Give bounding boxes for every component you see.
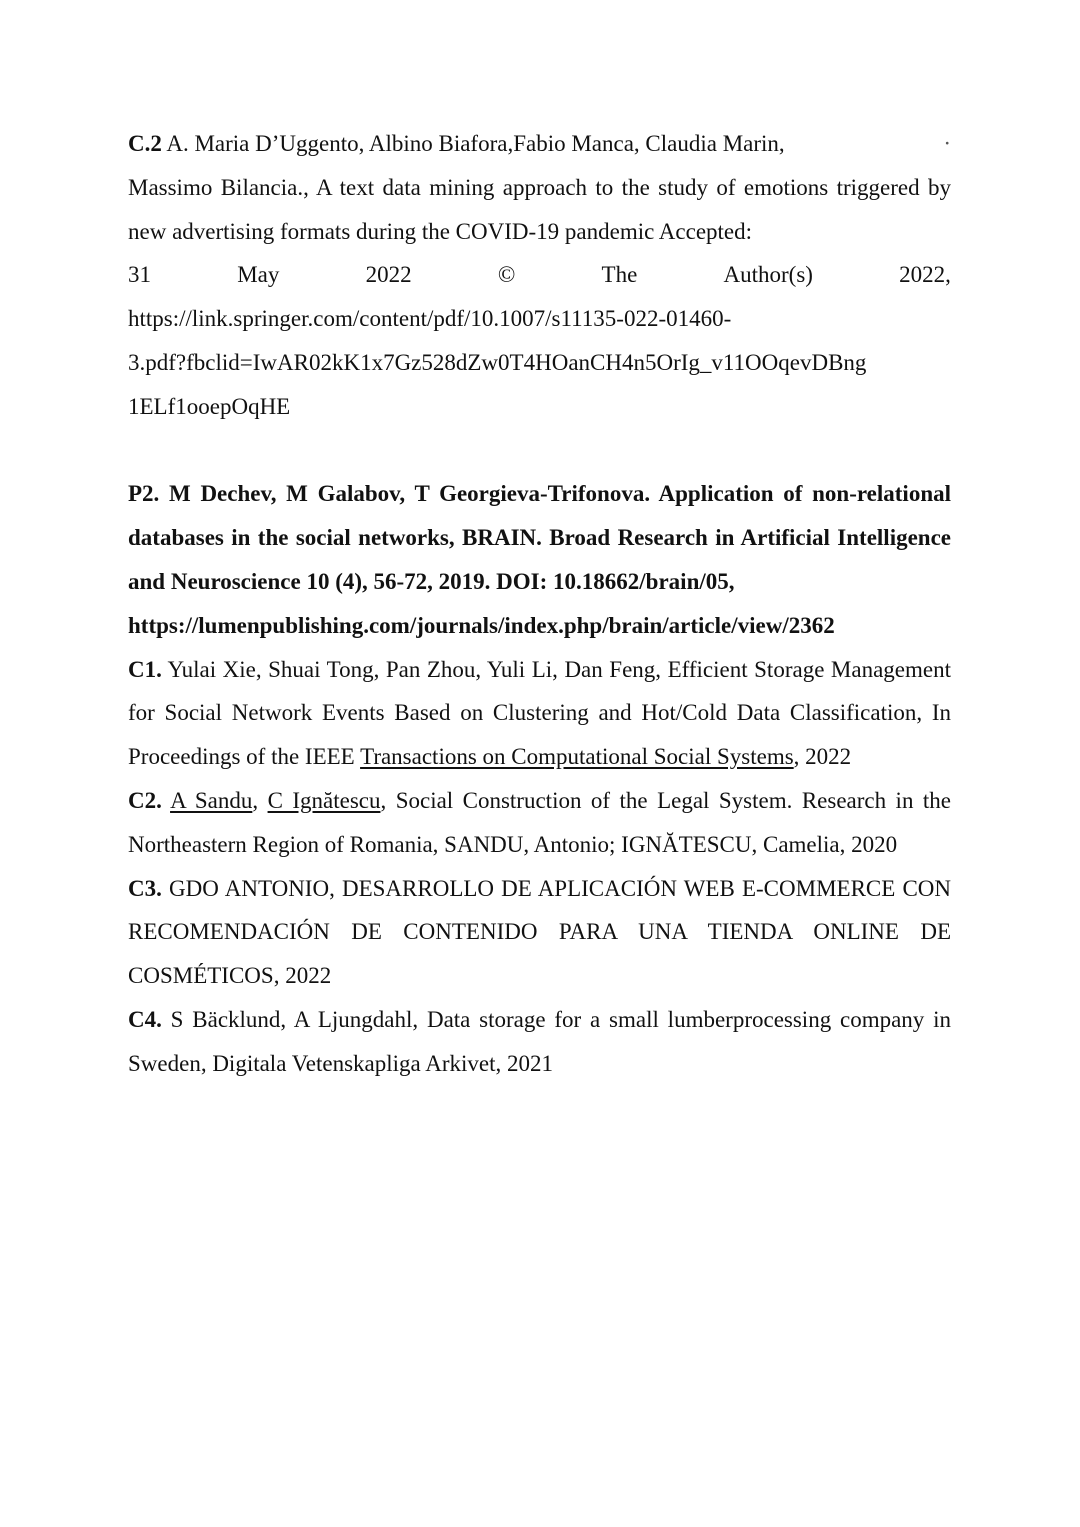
author-link[interactable]: C Ignătescu (267, 787, 381, 813)
citation-url-line[interactable]: https://link.springer.com/content/pdf/10.1007/s11135-022-01460- (128, 306, 732, 332)
publication-link[interactable]: https://lumenpublishing.com/journals/index.php/brain/article/view/2362 (128, 612, 835, 638)
citation-url-line[interactable]: 3.pdf?fbclid=IwAR02kK1x7Gz528dZw0T4HOanCH4n5OrIg_v11OOqevDBng (128, 349, 867, 375)
spacer (128, 429, 951, 473)
accepted-word: The (601, 262, 638, 288)
accepted-word: Author(s) (723, 262, 813, 288)
citation-c3 (128, 867, 951, 998)
citation-journal-link[interactable]: Transactions on Computational Social Systems (360, 744, 794, 770)
citation-c4 (128, 998, 951, 1086)
citation-text: , Social Construction of the Legal System. Research in the Northeastern Region of Romania, SANDU, Antonio; IGNĂTESCU, Camelia, 2020 (128, 787, 951, 857)
citation-url-line[interactable]: 1ELf1ooepOqHE (128, 393, 291, 419)
citation-c2-springer (128, 122, 951, 429)
publication-text: P2. M Dechev, M Galabov, T Georgieva-Trifonova. Application of non-relational databases in the social networks, BRAIN. Broad Research in Artificial Intelligence and Neuroscience 10 (4), 56-72, 2019. DOI: 10.18662/brain/05, (128, 481, 951, 594)
document-page (128, 122, 951, 1086)
author-separator: , (252, 787, 268, 813)
citation-text: GDO ANTONIO, DESARROLLO DE APLICACIÓN WEB E-COMMERCE CON RECOMENDACIÓN DE CONTENIDO PARA UNA TIENDA ONLINE DE COSMÉTICOS, 2022 (128, 875, 951, 989)
accepted-word: 2022 (365, 262, 412, 288)
citation-text: Yulai Xie, Shuai Tong, Pan Zhou, Yuli Li, Dan Feng, Efficient Storage Management for Social Network Events Based on Clustering and Hot/Cold Data Classification, In Proceedings of the IEEE (128, 656, 951, 770)
publication-p2 (128, 472, 951, 603)
citation-c1 (128, 648, 951, 779)
citation-authors-line (128, 122, 951, 166)
citation-label: C1. (128, 656, 162, 682)
citation-authors: A. Maria D’Uggento, Albino Biafora,Fabio Manca, Claudia Marin, (166, 131, 785, 156)
author-link[interactable]: A Sandu (170, 787, 253, 813)
accepted-line (128, 253, 951, 297)
citation-c2 (128, 779, 951, 867)
citation-text: S Bäcklund, A Ljungdahl, Data storage for a small lumberprocessing company in Sweden, Digitala Vetenskapliga Arkivet, 2021 (128, 1006, 951, 1076)
citation-label: C3. (128, 875, 162, 901)
publication-url (128, 604, 951, 648)
citation-label: C.2 (128, 131, 162, 156)
bullet-dot: · (943, 131, 951, 156)
accepted-word: © (497, 262, 516, 288)
citation-text: , 2022 (793, 744, 852, 770)
accepted-word: 2022, (899, 262, 951, 288)
accepted-word: May (237, 262, 280, 288)
citation-label: C4. (128, 1006, 162, 1032)
citation-label: C2. (128, 787, 162, 813)
citation-text: Massimo Bilancia., A text data mining approach to the study of emotions triggered by new advertising formats during the COVID-19 pandemic Accepted: (128, 174, 951, 244)
accepted-word: 31 (128, 262, 151, 288)
